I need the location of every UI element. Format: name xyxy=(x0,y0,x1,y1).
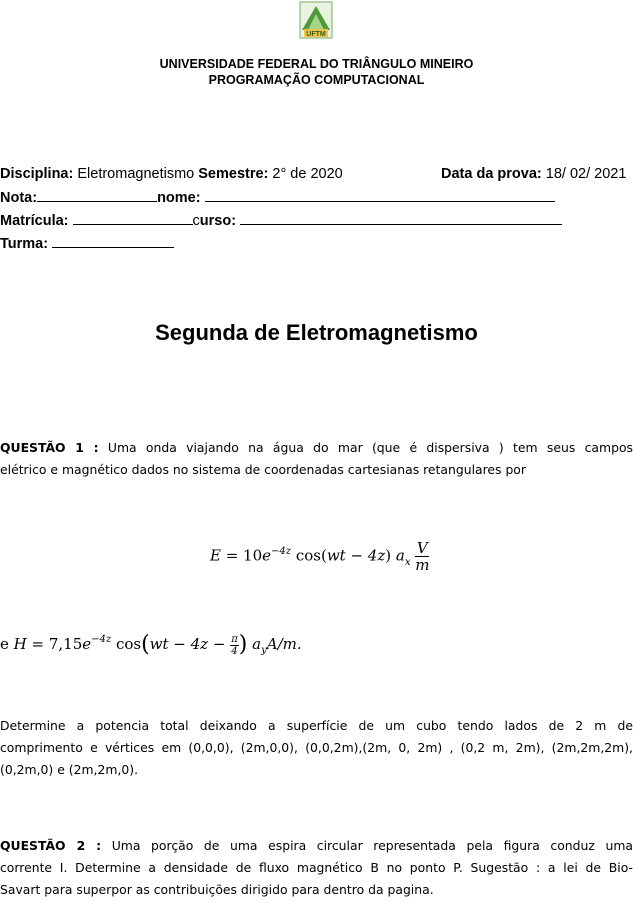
eq-h-fraction xyxy=(230,634,239,657)
question-1-label: QUESTÃO 1 : xyxy=(0,440,99,455)
eq-e-lhs: E xyxy=(210,546,221,565)
eq-e-sub: x xyxy=(404,556,411,568)
question-1-intro xyxy=(0,437,633,481)
turma-blank xyxy=(52,235,174,248)
semestre-value: 2° de 2020 xyxy=(268,166,343,182)
equation-E xyxy=(210,540,429,573)
university-name: UNIVERSIDADE FEDERAL DO TRIÂNGULO MINEIRO xyxy=(159,57,474,71)
matricula-line xyxy=(0,212,562,229)
equation-H xyxy=(0,632,302,657)
question-1-body xyxy=(0,715,633,781)
data-label: Data da prova: xyxy=(441,166,542,182)
nota-blank xyxy=(37,189,157,202)
nome-label: nome: xyxy=(157,190,201,206)
question-2-line1: Uma porção de uma espira circular representada pela figura conduz uma xyxy=(101,838,633,853)
curso-c: c xyxy=(192,213,200,229)
question-2 xyxy=(0,835,633,901)
eq-e-num: V xyxy=(416,539,428,557)
turma-line xyxy=(0,235,174,252)
eq-e-close: ) xyxy=(385,546,396,565)
eq-h-base: e xyxy=(82,635,92,653)
eq-e-exp: −4z xyxy=(271,545,292,557)
disciplina-label: Disciplina: xyxy=(0,166,74,182)
question-2-line2: corrente I. Determine a densidade de fluxo magnético B no ponto P. Sugestão : a lei de Bio- xyxy=(0,860,633,875)
nota-line xyxy=(0,189,555,206)
exam-title: Segunda de Eletromagnetismo xyxy=(155,320,478,345)
question-1-p2: comprimento e vértices em (0,0,0), (2m,0,0), (0,0,2m),(2m, 0, 2m) , (0,2 m, 2m), (2m,2m,2m), xyxy=(0,740,633,755)
eq-h-a: a xyxy=(247,635,262,653)
nome-blank xyxy=(205,189,555,202)
eq-h-exp: −4z xyxy=(91,634,112,645)
question-2-label: QUESTÃO 2 : xyxy=(0,838,102,853)
eq-e-fraction xyxy=(415,540,429,573)
discipline-line xyxy=(0,166,633,182)
eq-h-rparen: ) xyxy=(238,632,248,657)
eq-e-den: m xyxy=(415,556,430,574)
question-1-p1: Determine a potencia total deixando a superfície de um cubo tendo lados de 2 m de xyxy=(0,718,633,733)
eq-h-four: 4 xyxy=(231,645,238,657)
turma-label: Turma: xyxy=(0,236,49,252)
eq-e-base: e xyxy=(262,546,272,565)
svg-text:UFTM: UFTM xyxy=(306,31,326,38)
eq-h-pi: π xyxy=(231,633,238,645)
eq-h-lhs: H xyxy=(13,635,27,653)
eq-e-a: a xyxy=(395,546,405,565)
question-1-p3: (0,2m,0) e (2m,2m,0). xyxy=(0,762,139,777)
matricula-blank xyxy=(73,212,193,225)
eq-h-tail: A/m. xyxy=(266,635,302,653)
eq-h-arg: wt − 4z − xyxy=(149,635,231,653)
eq-e-arg: wt − 4z xyxy=(326,546,386,565)
nota-label: Nota: xyxy=(0,190,38,206)
curso-label: urso: xyxy=(199,213,237,229)
eq-e-eq: = 10 xyxy=(220,546,263,565)
eq-h-cos: cos xyxy=(111,635,142,653)
eq-e-cos: cos( xyxy=(291,546,327,565)
data-value: 18/ 02/ 2021 xyxy=(541,166,627,182)
question-1-line2: elétrico e magnético dados no sistema de coordenadas cartesianas retangulares por xyxy=(0,462,526,477)
question-1-line1: Uma onda viajando na água do mar (que é dispersiva ) tem seus campos xyxy=(98,440,633,455)
semestre-label: Semestre: xyxy=(198,166,269,182)
eq-h-eq: = 7,15 xyxy=(26,635,83,653)
eq-h-lparen: ( xyxy=(141,632,150,657)
matricula-label: Matrícula: xyxy=(0,213,69,229)
question-2-line3: Savart para superpor as contribuições dirigido para dentro da pagina. xyxy=(0,882,434,897)
university-logo xyxy=(296,0,336,42)
exam-date xyxy=(441,166,626,182)
disciplina-value: Eletromagnetismo xyxy=(73,166,199,182)
eq-h-sub: y xyxy=(261,645,267,656)
course-name: PROGRAMAÇÃO COMPUTACIONAL xyxy=(208,73,425,87)
eq-h-pre: e xyxy=(0,635,14,653)
curso-blank xyxy=(240,212,562,225)
